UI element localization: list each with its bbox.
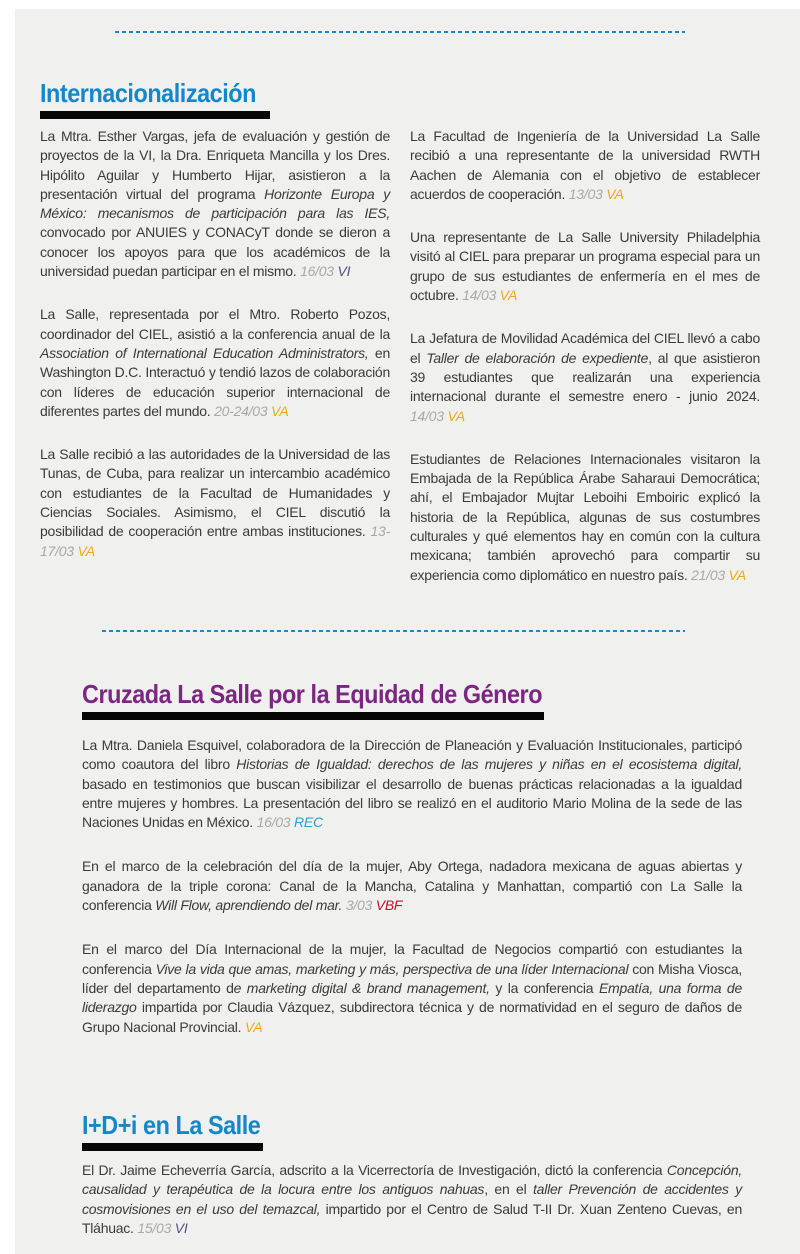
- news-paragraph: La Mtra. Daniela Esquivel, colaboradora de la Dirección de Planeación y Evaluación Institucionales, participó como coautora del libro Historias de Igualdad: derechos de las mujeres y niñas en el ecosistema digital, basado en testimonios que buscan visibilizar el desarrollo de buenas prácticas relacionadas a la igualdad entre mujeres y hombres. La presentación del libro se realizó en el auditorio Mario Molina de la sede de las Naciones Unidas en México. 16/03 REC: [82, 737, 742, 831]
- news-paragraph: La Salle, representada por el Mtro. Roberto Pozos, coordinador del CIEL, asistió a la conferencia anual de la Association of International Education Administrators, en Washington D.C. Interactuó y tendió lazos de colaboración con líderes de educación superior internacional de diferentes partes del mundo. 20-24/03 VA: [40, 306, 390, 419]
- left-column: [40, 127, 390, 585]
- title-underline-bar: [82, 712, 544, 720]
- right-column: [410, 127, 760, 585]
- news-paragraph: La Mtra. Esther Vargas, jefa de evaluación y gestión de proyectos de la VI, la Dra. Enriqueta Mancilla y los Dres. Hipólito Aguilar y Humberto Hijar, asistieron a la presentación virtual del programa Horizonte Europa y México: mecanismos de participación para las IES, convocado por ANUIES y CONACyT donde se dieron a conocer los apoyos para que los académicos de la universidad puedan participar en el mismo. 16/03 VI: [40, 128, 391, 280]
- section-cruzada-equidad-genero: [82, 681, 742, 1062]
- section-title-cruzada: Cruzada La Salle por la Equidad de Género: [82, 679, 543, 709]
- section-internacionalizacion: [40, 80, 760, 585]
- section-title-internacionalizacion: Internacionalización: [40, 78, 256, 108]
- news-paragraph: Una representante de La Salle University Philadelphia visitó al CIEL para preparar un programa especial para un grupo de sus estudiantes de enfermería en el mes de octubre. 14/03 VA: [410, 229, 760, 304]
- dashed-separator-middle: [102, 630, 685, 632]
- section-body: [82, 736, 742, 1037]
- section-idi-en-la-salle: [82, 1112, 742, 1238]
- news-paragraph: La Facultad de Ingeniería de la Universidad La Salle recibió a una representante de la universidad RWTH Aachen de Alemania con el objetivo de establecer acuerdos de cooperación. 13/03 VA: [410, 128, 760, 202]
- news-paragraph: La Jefatura de Movilidad Académica del CIEL llevó a cabo el Taller de elaboración de expediente, al que asistieron 39 estudiantes que realizarán una experiencia internacional durante el semestre enero - junio 2024. 14/03 VA: [410, 330, 760, 424]
- news-paragraph: La Salle recibió a las autoridades de la Universidad de las Tunas, de Cuba, para realizar un intercambio académico con estudiantes de la Facultad de Humanidades y Ciencias Sociales. Asimismo, el CIEL discutió la posibilidad de cooperación entre ambas instituciones. 13-17/03 VA: [40, 446, 390, 559]
- two-column-layout: [40, 127, 760, 585]
- title-underline-bar: [82, 1143, 263, 1151]
- news-paragraph: Estudiantes de Relaciones Internacionales visitaron la Embajada de la República Árabe Saharaui Democrática; ahí, el Embajador Mujtar Leboihi Emboiric explicó la historia de la República, algunas de sus costumbres culturales y qué elementos hay en común con la cultura mexicana; también aprovechó para compartir su experiencia como diplomático en nuestro país. 21/03 VA: [410, 450, 760, 583]
- section-body: [82, 1161, 742, 1238]
- dashed-separator-top: [115, 31, 685, 33]
- title-underline-bar: [40, 111, 270, 119]
- section-title-idi: I+D+i en La Salle: [82, 1110, 261, 1140]
- news-paragraph: El Dr. Jaime Echeverría García, adscrito a la Vicerrectoría de Investigación, dictó la conferencia Concepción, causalidad y terapéutica de la locura entre los antiguos nahuas, en el taller Prevención de accidentes y cosmovisiones en el uso del temazcal, impartido por el Centro de Salud T-II Dr. Xuan Zenteno Cuevas, en Tláhuac. 15/03 VI: [82, 1162, 743, 1236]
- news-paragraph: En el marco de la celebración del día de la mujer, Aby Ortega, nadadora mexicana de aguas abiertas y ganadora de la triple corona: Canal de la Mancha, Catalina y Manhattan, compartió con La Salle la conferencia Will Flow, aprendiendo del mar. 3/03 VBF: [82, 858, 742, 914]
- news-paragraph: En el marco del Día Internacional de la mujer, la Facultad de Negocios compartió con estudiantes la conferencia Vive la vida que amas, marketing y más, perspectiva de una líder Internacional con Misha Viosca, líder del departamento de marketing digital & brand management, y la conferencia Empatía, una forma de liderazgo impartida por Claudia Vázquez, subdirectora técnica y de normatividad en el seguro de daños de Grupo Nacional Provincial. VA: [82, 941, 742, 1035]
